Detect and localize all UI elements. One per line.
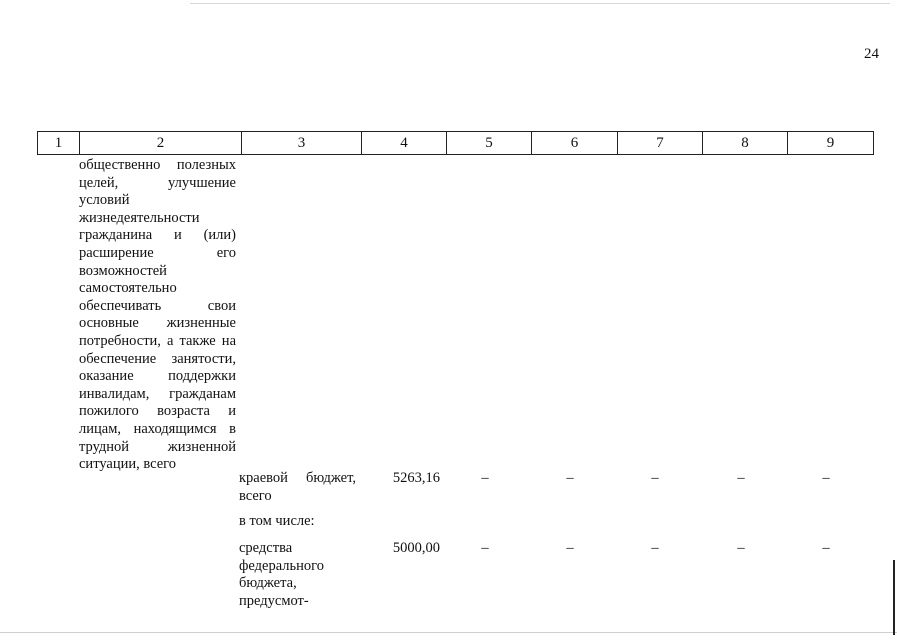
scan-edge-top: [190, 3, 890, 4]
row1-col6-dash: –: [566, 470, 574, 486]
row1-col5-dash: –: [481, 470, 489, 486]
header-cell-5: 5: [446, 132, 531, 154]
scan-edge-bottom: [0, 632, 897, 633]
row1-col7-dash: –: [651, 470, 659, 486]
header-cell-6: 6: [531, 132, 617, 154]
row-amount-federal-funds: 5000,00: [392, 540, 440, 556]
row3-col5-dash: –: [481, 540, 489, 556]
row3-col9-dash: –: [822, 540, 830, 556]
measure-description: общественно полезных целей, улучшение условий жизнедеятельности гражданина и (или) расширение его возможностей самостоятельно обеспечивать свои основные жизненные потребности, а также на обеспечение занятости, оказание поддержки инвалидам, гражданам пожилого возраста и лицам, находящимся в трудной жизненной ситуации, всего: [79, 157, 236, 473]
row-amount-regional-budget: 5263,16: [392, 470, 440, 486]
header-cell-8: 8: [702, 132, 787, 154]
header-cell-3: 3: [241, 132, 361, 154]
table-header-row: [37, 131, 874, 155]
header-cell-2: 2: [79, 132, 241, 154]
header-cell-9: 9: [787, 132, 873, 154]
header-cell-7: 7: [617, 132, 702, 154]
row-source-regional-budget: краевой бюджет, всего: [239, 470, 356, 504]
row-source-federal-funds: средства федерального бюджета, предусмот-: [239, 540, 324, 609]
scan-edge-right: [893, 560, 895, 635]
header-cell-1: 1: [54, 135, 63, 151]
row1-col9-dash: –: [822, 470, 830, 486]
row3-col6-dash: –: [566, 540, 574, 556]
row-source-including: в том числе:: [239, 513, 315, 529]
header-cell-4: 4: [361, 132, 446, 154]
row3-col7-dash: –: [651, 540, 659, 556]
row1-col8-dash: –: [737, 470, 745, 486]
row3-col8-dash: –: [737, 540, 745, 556]
page-number: 24: [864, 46, 879, 62]
